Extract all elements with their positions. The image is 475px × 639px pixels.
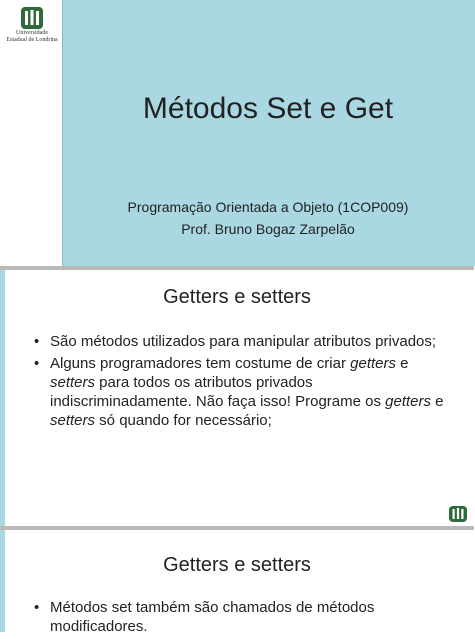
getters-term: getters bbox=[385, 393, 432, 410]
bullet-text-part: e bbox=[396, 355, 409, 372]
slide-heading: Getters e setters bbox=[163, 286, 311, 308]
bullet-list bbox=[34, 332, 444, 433]
logo-line-1: Universidade bbox=[16, 30, 48, 36]
getters-term: getters bbox=[350, 355, 396, 372]
title-slide bbox=[0, 0, 474, 266]
bullet-item bbox=[34, 332, 444, 351]
uel-emblem-icon bbox=[449, 506, 467, 522]
bullet-text-part: Alguns programadores tem costume de criar bbox=[50, 355, 351, 372]
bullet-text-part: para todos os atributos privados indiscriminadamente. Não faça isso! Programe os bbox=[50, 374, 386, 410]
slide-accent-bar bbox=[0, 530, 5, 632]
bullet-text-part: . bbox=[143, 618, 148, 635]
slide-title: Métodos Set e Get bbox=[142, 92, 394, 125]
bullet-item bbox=[34, 598, 444, 636]
bullet-text-part: só quando for necessário; bbox=[95, 412, 272, 429]
professor-name: Prof. Bruno Bogaz Zarpelão bbox=[181, 221, 355, 237]
setters-term: setters bbox=[50, 374, 96, 391]
bullet-list bbox=[34, 598, 444, 639]
highlighted-term: métodos modificadores bbox=[50, 599, 375, 635]
bullet-text-part: e bbox=[431, 393, 444, 410]
course-name: Programação Orientada a Objeto (1COP009) bbox=[127, 199, 409, 215]
uel-emblem-icon bbox=[20, 6, 44, 30]
bullet-text-part: Métodos set também são chamados de bbox=[50, 599, 317, 616]
content-slide-1 bbox=[0, 270, 474, 526]
bullet-text: São métodos utilizados para manipular atributos privados; bbox=[50, 333, 437, 350]
slide-subtitle bbox=[62, 196, 474, 240]
content-slide-2 bbox=[0, 530, 474, 635]
bullet-item bbox=[34, 354, 444, 430]
university-logo bbox=[6, 6, 58, 44]
slide-heading: Getters e setters bbox=[163, 554, 311, 576]
setters-term: setters bbox=[50, 412, 96, 429]
logo-line-2: Estadual de Londrina bbox=[6, 37, 58, 43]
